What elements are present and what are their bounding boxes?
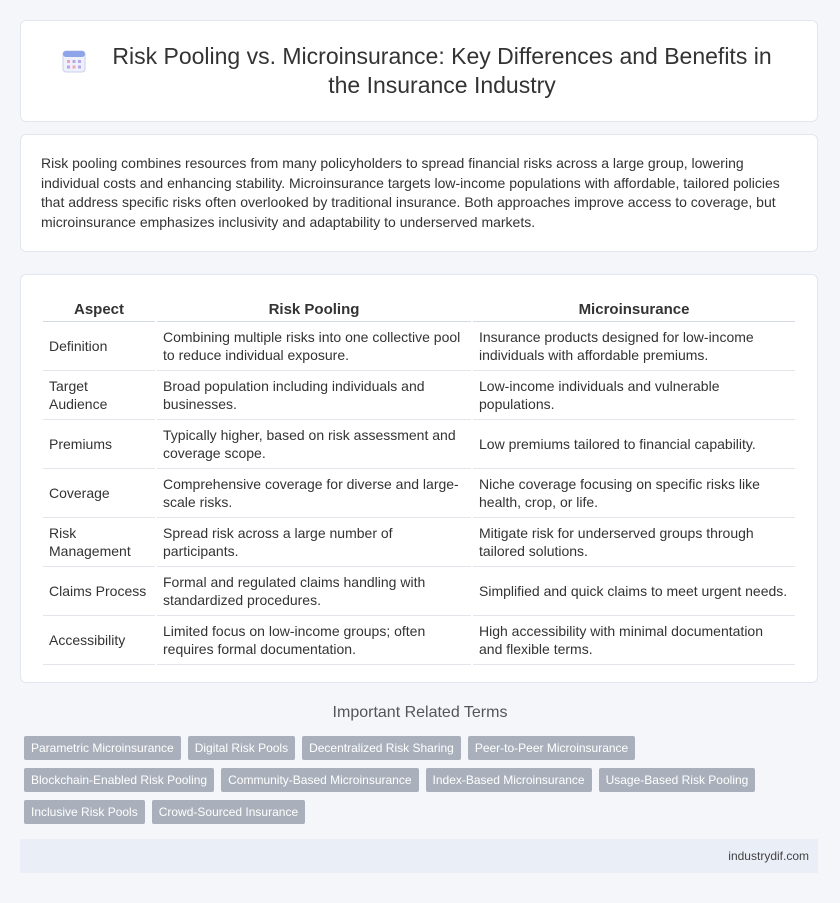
risk-pooling-cell: Broad population including individuals and businesses. (157, 371, 471, 420)
title-card (20, 20, 818, 122)
aspect-cell: Premiums (43, 420, 155, 469)
related-terms-tags (24, 736, 814, 832)
intro-card (20, 134, 818, 252)
table-header-row (43, 295, 795, 322)
risk-pooling-cell: Formal and regulated claims handling with standardized procedures. (157, 567, 471, 616)
related-term-tag[interactable]: Blockchain-Enabled Risk Pooling (24, 768, 214, 792)
microinsurance-cell: Mitigate risk for underserved groups through tailored solutions. (473, 518, 795, 567)
table-row (43, 420, 795, 469)
comparison-table-card (20, 274, 818, 683)
aspect-cell: Accessibility (43, 616, 155, 665)
aspect-cell: Risk Management (43, 518, 155, 567)
title-wrap (21, 42, 817, 100)
footer (20, 839, 818, 873)
related-term-tag[interactable]: Community-Based Microinsurance (221, 768, 418, 792)
page-title: Risk Pooling vs. Microinsurance: Key Differences and Benefits in the Insurance Industry (112, 43, 772, 98)
related-term-tag[interactable]: Parametric Microinsurance (24, 736, 181, 760)
microinsurance-cell: High accessibility with minimal documentation and flexible terms. (473, 616, 795, 665)
related-term-tag[interactable]: Peer-to-Peer Microinsurance (468, 736, 635, 760)
microinsurance-cell: Low-income individuals and vulnerable populations. (473, 371, 795, 420)
microinsurance-cell: Niche coverage focusing on specific risks like health, crop, or life. (473, 469, 795, 518)
aspect-cell: Definition (43, 322, 155, 371)
related-term-tag[interactable]: Usage-Based Risk Pooling (599, 768, 756, 792)
table-row (43, 469, 795, 518)
table-row (43, 518, 795, 567)
footer-site-link[interactable]: industrydif.com (728, 849, 809, 863)
aspect-cell: Coverage (43, 469, 155, 518)
table-row (43, 567, 795, 616)
column-header-microinsurance: Microinsurance (473, 295, 795, 322)
risk-pooling-cell: Limited focus on low-income groups; often requires formal documentation. (157, 616, 471, 665)
calendar-icon (61, 48, 87, 74)
related-terms-heading: Important Related Terms (332, 704, 508, 721)
table-row (43, 616, 795, 665)
related-term-tag[interactable]: Crowd-Sourced Insurance (152, 800, 305, 824)
risk-pooling-cell: Combining multiple risks into one collective pool to reduce individual exposure. (157, 322, 471, 371)
related-term-tag[interactable]: Decentralized Risk Sharing (302, 736, 461, 760)
related-term-tag[interactable]: Index-Based Microinsurance (426, 768, 592, 792)
microinsurance-cell: Simplified and quick claims to meet urgent needs. (473, 567, 795, 616)
comparison-table (41, 295, 797, 665)
risk-pooling-cell: Comprehensive coverage for diverse and large-scale risks. (157, 469, 471, 518)
microinsurance-cell: Low premiums tailored to financial capability. (473, 420, 795, 469)
related-term-tag[interactable]: Digital Risk Pools (188, 736, 295, 760)
risk-pooling-cell: Typically higher, based on risk assessment and coverage scope. (157, 420, 471, 469)
table-row (43, 371, 795, 420)
aspect-cell: Target Audience (43, 371, 155, 420)
column-header-risk-pooling: Risk Pooling (157, 295, 471, 322)
related-term-tag[interactable]: Inclusive Risk Pools (24, 800, 145, 824)
microinsurance-cell: Insurance products designed for low-income individuals with affordable premiums. (473, 322, 795, 371)
intro-paragraph: Risk pooling combines resources from many policyholders to spread financial risks across a large group, lowering individual costs and enhancing stability. Microinsurance targets low-income populations with affordable, tailored policies that address specific risks often overlooked by traditional insurance. Both approaches improve access to coverage, but microinsurance emphasizes inclusivity and adaptability to underserved markets. (41, 155, 780, 230)
risk-pooling-cell: Spread risk across a large number of participants. (157, 518, 471, 567)
aspect-cell: Claims Process (43, 567, 155, 616)
column-header-aspect: Aspect (43, 295, 155, 322)
table-row (43, 322, 795, 371)
